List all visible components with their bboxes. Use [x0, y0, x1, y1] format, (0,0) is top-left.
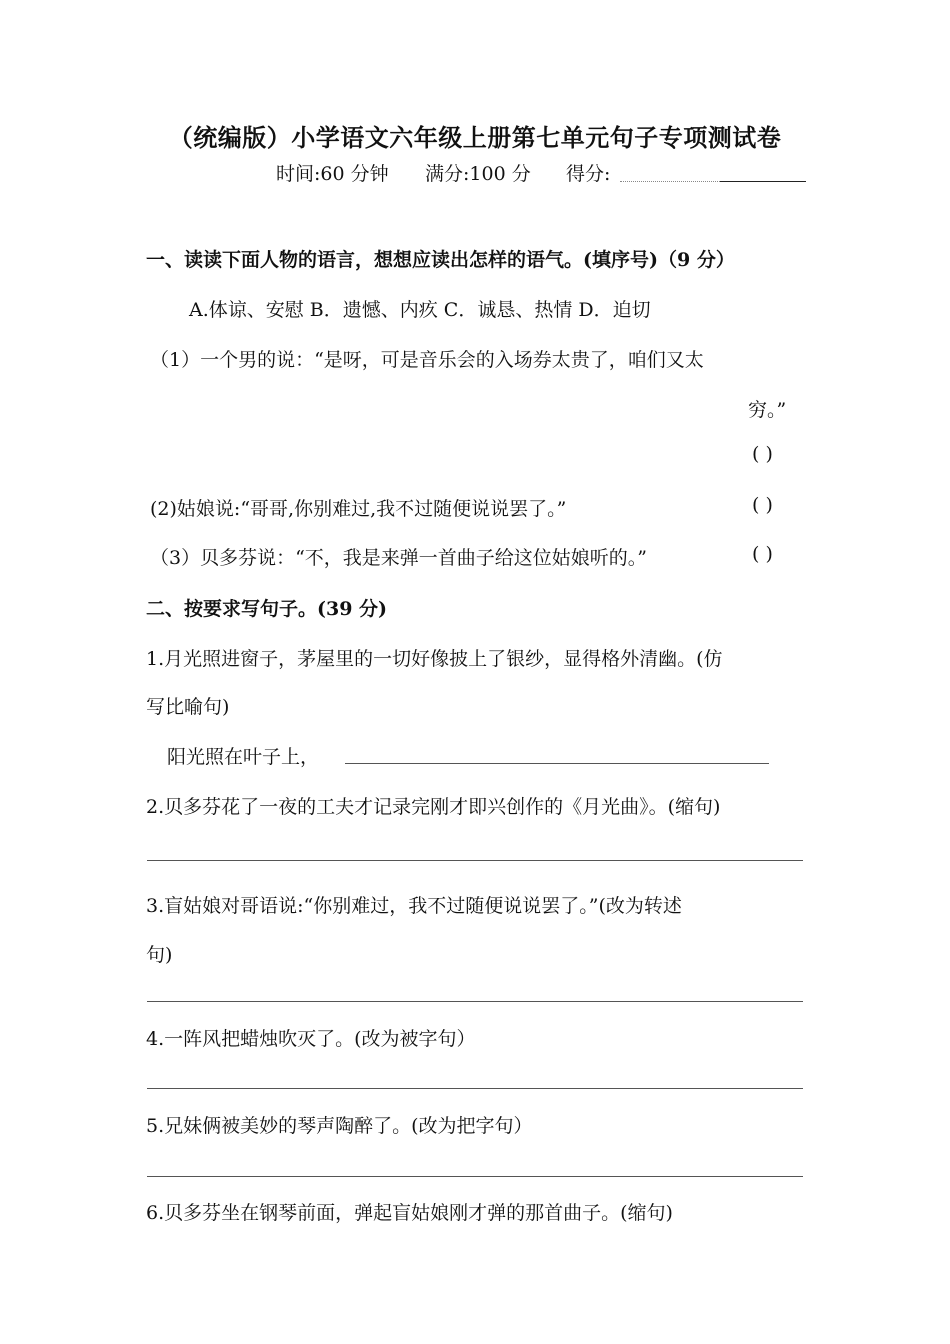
score-blank-dotted	[620, 181, 720, 182]
s2-q2: 2.贝多芬花了一夜的工夫才记录完刚才即兴创作的《月光曲》。(缩句)	[146, 796, 721, 818]
s1-q3: （3）贝多芬说：“不，我是来弹一首曲子给这位姑娘听的。”	[150, 547, 648, 569]
s2-q1-line1: 1.月光照进窗子，茅屋里的一切好像披上了银纱，显得格外清幽。(仿	[146, 648, 723, 670]
s2-q5-answer-line[interactable]	[147, 1176, 803, 1177]
s2-q1-line2: 写比喻句)	[146, 696, 230, 718]
s2-q6: 6.贝多芬坐在钢琴前面，弹起盲姑娘刚才弹的那首曲子。(缩句)	[146, 1202, 673, 1224]
section1-heading: 一、读读下面人物的语言，想想应读出怎样的语气。(填序号)（9 分）	[146, 249, 735, 271]
s2-q5: 5.兄妹俩被美妙的琴声陶醉了。(改为把字句）	[146, 1115, 533, 1137]
time-limit: 时间:60 分钟	[276, 163, 389, 185]
s2-q4-answer-line[interactable]	[147, 1088, 803, 1089]
section2-heading: 二、按要求写句子。(39 分)	[146, 598, 388, 620]
full-score: 满分:100 分	[425, 163, 531, 185]
s2-q4: 4.一阵风把蜡烛吹灭了。(改为被字句）	[146, 1028, 476, 1050]
s1-q2-answer-paren[interactable]: ( )	[752, 494, 773, 516]
s2-q2-answer-line[interactable]	[147, 860, 803, 861]
s1-q1-line2: 穷。”	[748, 399, 787, 421]
score-label: 得分:	[566, 163, 611, 185]
s2-q3-answer-line[interactable]	[147, 1001, 803, 1002]
s2-q3-line1: 3.盲姑娘对哥语说:“你别难过，我不过随便说说罢了。”(改为转述	[146, 895, 682, 917]
s1-q3-answer-paren[interactable]: ( )	[752, 543, 773, 565]
page-title: （统编版）小学语文六年级上册第七单元句子专项测试卷	[168, 123, 782, 152]
s2-q1-prompt: 阳光照在叶子上，	[167, 746, 320, 768]
s1-q2: (2)姑娘说:“哥哥,你别难过,我不过随便说说罢了。”	[150, 498, 567, 520]
score-blank[interactable]	[720, 181, 806, 182]
s1-q1-line1: （1）一个男的说：“是呀，可是音乐会的入场券太贵了，咱们又太	[150, 349, 704, 371]
s1-q1-answer-paren[interactable]: ( )	[752, 443, 773, 465]
tone-options: A.体谅、安慰 B．遗憾、内疚 C．诚恳、热情 D．迫切	[189, 299, 651, 321]
s2-q3-line2: 句)	[146, 944, 173, 966]
s2-q1-answer-line[interactable]	[345, 763, 769, 764]
